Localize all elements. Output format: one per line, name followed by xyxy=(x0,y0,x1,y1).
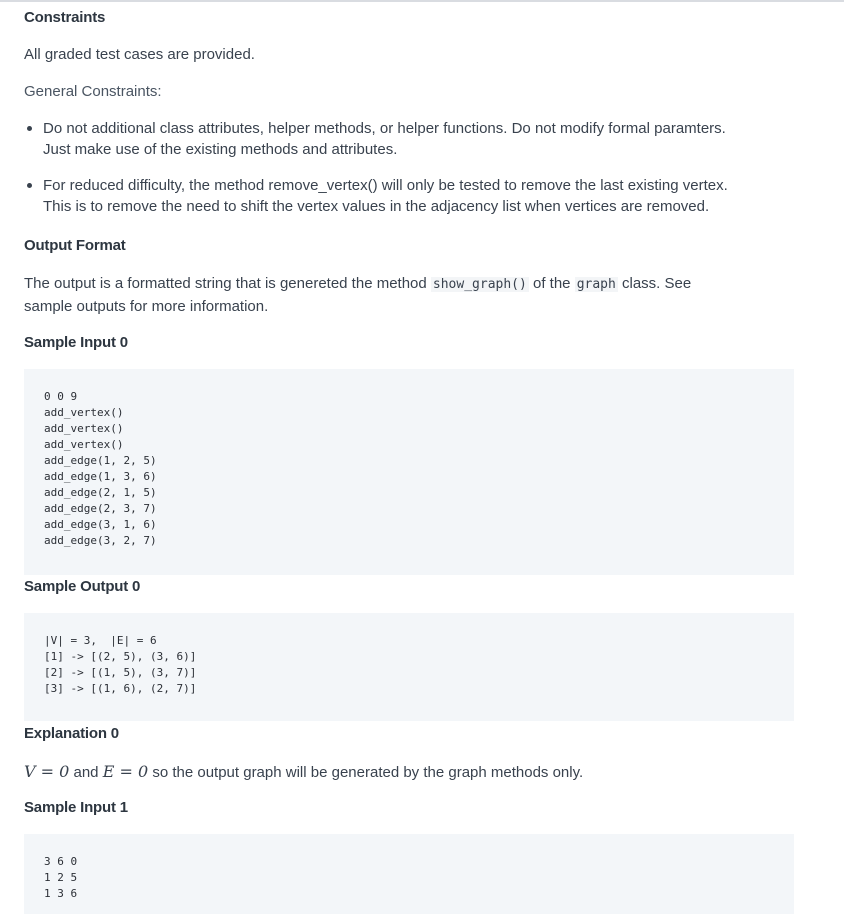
output-format-line2: sample outputs for more information. xyxy=(24,298,269,315)
general-constraints-label: General Constraints: xyxy=(24,83,162,100)
show-graph-code: show_graph() xyxy=(432,277,527,292)
math-eq-v: = 0 xyxy=(35,762,70,781)
constraint-line: This is to remove the need to shift the vertex values in the adjacency list when vertices are removed. xyxy=(43,198,710,215)
constraint-line: Just make use of the existing methods and attributes. xyxy=(43,141,398,158)
constraint-item xyxy=(24,175,794,217)
constraint-line: Do not additional class attributes, helper methods, or helper functions. Do not modify formal paramters. xyxy=(43,120,726,137)
sample-input-0-codeblock xyxy=(24,369,794,575)
output-format-text-before: The output is a formatted string that is genereted the method xyxy=(24,275,431,292)
constraint-line: For reduced difficulty, the method remove_vertex() will only be tested to remove the last existing vertex. xyxy=(43,177,728,194)
explanation-0-text xyxy=(24,761,794,784)
output-format-text-mid: of the xyxy=(528,275,575,292)
explanation-0-rest: so the output graph will be generated by the graph methods only. xyxy=(148,764,584,781)
sample-input-1-codeblock xyxy=(24,834,794,914)
output-format-heading: Output Format xyxy=(24,237,126,254)
math-var-v: V xyxy=(24,762,36,781)
constraints-list xyxy=(24,118,794,217)
sample-output-0-codeblock xyxy=(24,613,794,721)
output-format-text xyxy=(24,273,794,318)
graded-note: All graded test cases are provided. xyxy=(24,46,255,63)
sample-input-0-code: 0 0 9 add_vertex() add_vertex() add_vertex() add_edge(1, 2, 5) add_edge(1, 3, 6) add_edge(2, 1, 5) add_edge(2, 3, 7) add_edge(3, 1, 6) add_edge(3, 2, 7) xyxy=(44,390,157,547)
math-var-e: E xyxy=(102,762,115,781)
top-divider xyxy=(0,0,844,2)
constraints-heading: Constraints xyxy=(24,9,106,26)
output-format-text-after: class. See xyxy=(617,275,692,292)
math-eq-e: = 0 xyxy=(114,762,149,781)
sample-input-1-heading: Sample Input 1 xyxy=(24,799,128,816)
constraint-item xyxy=(24,118,794,160)
graph-code: graph xyxy=(576,277,616,292)
sample-output-0-heading: Sample Output 0 xyxy=(24,578,141,595)
explanation-0-heading: Explanation 0 xyxy=(24,725,119,742)
sample-input-1-code: 3 6 0 1 2 5 1 3 6 xyxy=(44,855,78,900)
sample-input-0-heading: Sample Input 0 xyxy=(24,334,128,351)
sample-output-0-code: |V| = 3, |E| = 6 [1] -> [(2, 5), (3, 6)] [2] -> [(1, 5), (3, 7)] [3] -> [(1, 6), (2, 7)] xyxy=(44,634,197,695)
and-word: and xyxy=(69,764,103,781)
